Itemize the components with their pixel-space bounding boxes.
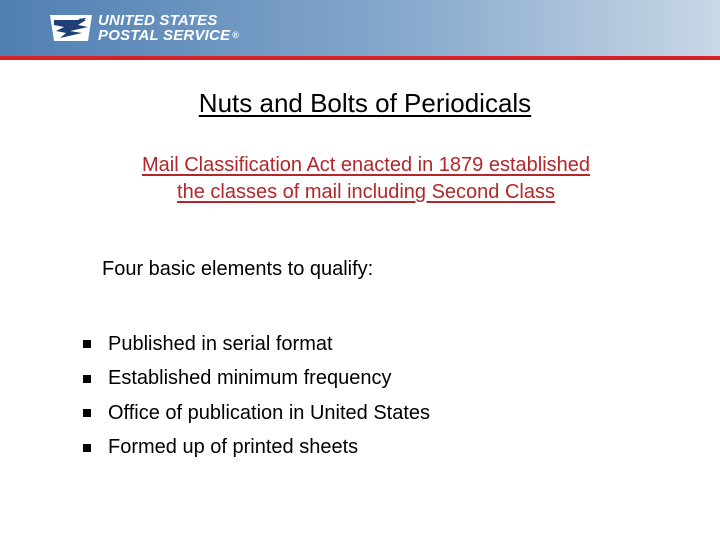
logo-line-2 <box>98 28 239 43</box>
header-rule <box>0 56 720 60</box>
lead-line-2: the classes of mail including Second Class <box>177 181 555 203</box>
square-bullet-icon <box>83 375 91 383</box>
bullet-text: Established minimum frequency <box>108 367 392 390</box>
logo-wordmark <box>98 13 239 43</box>
slide-title: Nuts and Bolts of Periodicals <box>198 88 532 118</box>
lead-paragraph <box>60 152 672 206</box>
bullet-list <box>78 327 430 465</box>
list-item <box>78 396 430 431</box>
list-item <box>78 431 430 466</box>
list-item <box>78 327 430 362</box>
list-item <box>78 362 430 397</box>
square-bullet-icon <box>83 340 91 348</box>
eagle-icon <box>48 11 94 45</box>
header-band <box>0 0 720 56</box>
subheading: Four basic elements to qualify: <box>102 258 374 280</box>
bullet-text: Office of publication in United States <box>108 401 431 424</box>
lead-line-1: Mail Classification Act enacted in 1879 established <box>141 154 591 176</box>
bullet-text: Published in serial format <box>108 332 333 355</box>
logo-line-2-text: POSTAL SERVICE <box>98 27 231 44</box>
square-bullet-icon <box>83 444 91 452</box>
logo-line-1: UNITED STATES <box>98 12 218 29</box>
usps-logo <box>48 10 239 46</box>
bullet-text: Formed up of printed sheets <box>108 436 359 459</box>
square-bullet-icon <box>83 409 91 417</box>
registered-mark: ® <box>232 30 240 40</box>
